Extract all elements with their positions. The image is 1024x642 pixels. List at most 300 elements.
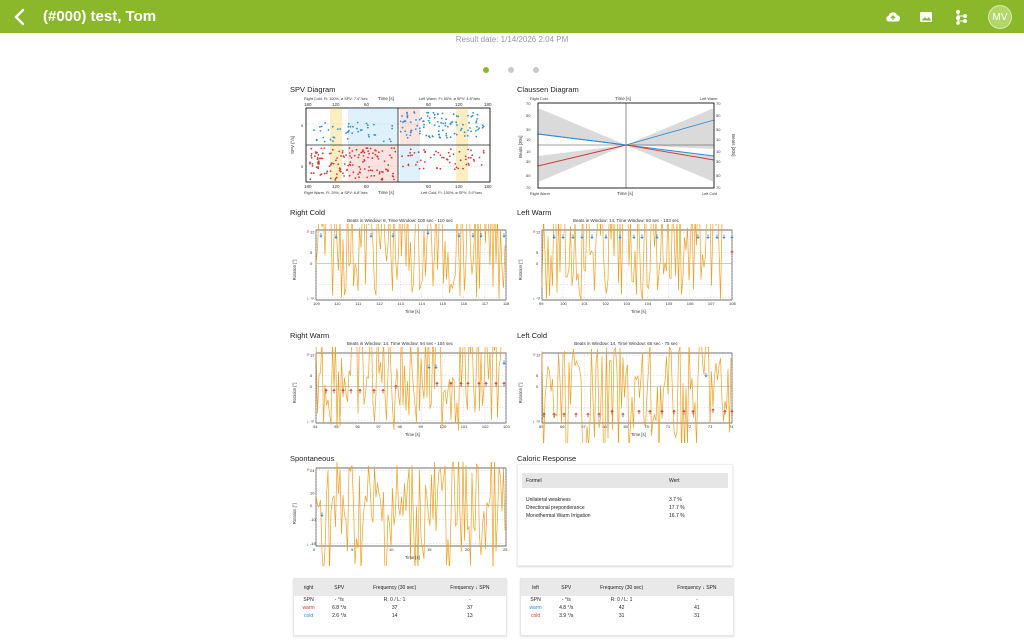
spv-bottom-left: Right Warm, Fi: 29%, ø SPV: 6.8°/sec <box>304 191 368 195</box>
spv-point <box>470 157 472 159</box>
spv-point <box>424 151 426 153</box>
spv-point <box>434 117 436 119</box>
spv-point <box>350 126 352 128</box>
x-tick-label: 107 <box>707 301 715 306</box>
claussen-ytick-4: 10 <box>526 137 531 142</box>
spv-tick-t2: 120 <box>332 102 340 107</box>
claussen-title: Claussen Diagram <box>517 85 579 94</box>
spv-point <box>372 170 374 172</box>
spv-point <box>453 153 455 155</box>
spv-point <box>459 151 461 153</box>
l-marker: L <box>307 297 309 301</box>
spv-point <box>467 115 469 117</box>
spv-point <box>367 147 369 149</box>
row-freq-spn: - <box>696 597 698 603</box>
spv-point <box>446 135 448 137</box>
spv-point <box>313 172 315 174</box>
spv-point <box>357 157 359 159</box>
spv-point <box>450 123 452 125</box>
left-warm-subtitle: Beats in Window: 14, Time Window: 93 sec - 103 sec <box>572 218 680 223</box>
spv-point <box>368 134 370 136</box>
claussen-right-warm: Right Warm <box>530 192 550 196</box>
spv-bottom-right: Left Cold, Fi: 100%, ø SPV: 3.9°/sec <box>421 191 483 195</box>
table-row <box>521 596 733 604</box>
spv-point <box>441 157 443 159</box>
x-axis-label: Time [s] <box>631 309 646 314</box>
spv-point <box>401 155 403 157</box>
x-tick-label: 74 <box>729 424 734 429</box>
row-freq-spn: 41 <box>694 605 700 611</box>
x-tick-label: 71 <box>665 424 671 429</box>
spv-point <box>456 124 458 126</box>
spv-point <box>344 163 346 165</box>
spv-point <box>340 155 342 157</box>
y-tick-label: 5 <box>536 249 539 255</box>
row-spv: 4.8 °/s <box>559 605 574 611</box>
x-tick-label: 100 <box>560 301 567 306</box>
spv-point <box>320 158 322 160</box>
page-dot-2[interactable] <box>508 67 514 73</box>
left-cold-title: Left Cold <box>517 331 548 340</box>
spv-point <box>447 126 449 128</box>
left-warm-chart <box>514 224 738 320</box>
spv-tick-t6: 180 <box>484 102 492 107</box>
spv-point <box>342 152 344 154</box>
spv-point <box>456 167 458 169</box>
spv-point <box>358 166 360 168</box>
spv-point <box>381 171 383 173</box>
spv-point <box>438 130 440 132</box>
spv-point <box>364 168 366 170</box>
spv-point <box>335 160 337 162</box>
spv-point <box>389 154 391 156</box>
y-tick-label: -9 <box>310 418 314 424</box>
spv-point <box>349 147 351 149</box>
spv-point <box>476 120 478 122</box>
spv-point <box>437 152 439 154</box>
spv-point <box>352 164 354 166</box>
row-label: cold <box>530 613 541 619</box>
claussen-ylabel-right: Beats [30s] <box>731 134 736 157</box>
spv-point <box>440 154 442 156</box>
spv-point <box>368 153 370 155</box>
x-tick-label: 102 <box>602 301 610 306</box>
claussen-rtick-4: 10 <box>716 137 721 142</box>
spv-point <box>384 160 386 162</box>
left-cold-subtitle: Beats in Window: 14, Time Window: 65 sec - 75 sec <box>574 341 678 346</box>
right-header-side: right <box>294 579 323 596</box>
caloric-response-card <box>517 464 733 566</box>
spv-point <box>464 131 466 133</box>
caloric-value: 16.7 % <box>669 513 685 519</box>
spv-point <box>348 123 350 125</box>
spv-point <box>326 172 328 174</box>
spv-point <box>322 153 324 155</box>
spv-point <box>363 155 365 157</box>
spv-point <box>390 141 392 143</box>
spv-point <box>432 135 434 137</box>
x-tick-label: 99 <box>539 301 544 306</box>
y-tick-label: 0 <box>310 261 313 267</box>
spv-point <box>357 122 359 124</box>
row-label: cold <box>303 613 314 619</box>
spv-point <box>454 163 456 165</box>
spv-point <box>355 177 357 179</box>
x-axis-label: Time [s] <box>631 432 646 437</box>
spv-point <box>336 177 338 179</box>
spv-point <box>312 163 314 165</box>
cloud-upload-icon[interactable] <box>884 8 902 26</box>
page-dot-3[interactable] <box>533 67 539 73</box>
spv-point <box>423 149 425 151</box>
spv-point <box>334 179 336 181</box>
spv-tick-t5: 120 <box>455 102 463 107</box>
x-tick-label: 99 <box>418 424 424 429</box>
spv-point <box>367 150 369 152</box>
spv-point <box>450 136 452 138</box>
spv-ylabel: SPV [°/s] <box>290 135 295 154</box>
spv-point <box>445 133 447 135</box>
spv-point <box>410 132 412 134</box>
spv-point <box>337 163 339 165</box>
spv-point <box>429 122 431 124</box>
spv-point <box>375 154 377 156</box>
spv-point <box>424 161 426 163</box>
spv-point <box>442 123 444 125</box>
y-tick-label: 12 <box>536 352 541 358</box>
spv-point <box>320 130 322 132</box>
y-tick-label: -9 <box>536 418 540 424</box>
spv-point <box>419 133 421 135</box>
spv-point <box>336 157 338 159</box>
spv-point <box>324 141 326 143</box>
spv-point <box>415 128 417 130</box>
spv-time-top: Time [s] <box>378 96 394 101</box>
caloric-row <box>522 496 728 504</box>
spv-point <box>400 131 402 133</box>
spv-point <box>309 178 311 180</box>
spv-point <box>442 113 444 115</box>
spv-tick-t4: 60 <box>426 102 432 107</box>
spv-point <box>411 154 413 156</box>
spv-point <box>310 155 312 157</box>
spv-point <box>367 157 369 159</box>
spv-point <box>351 150 353 152</box>
claussen-time-bottom: Time [s] <box>617 191 633 196</box>
spv-point <box>342 172 344 174</box>
spv-point <box>312 165 314 167</box>
page-indicator[interactable] <box>483 67 539 73</box>
spv-point <box>364 152 366 154</box>
spv-point <box>373 124 375 126</box>
right-header-spv: SPV <box>323 579 355 596</box>
spv-tick-b2: 120 <box>332 184 340 189</box>
left-header-spv: SPV <box>550 579 582 596</box>
spv-point <box>478 127 480 129</box>
left-cold-chart <box>514 347 738 443</box>
spv-point <box>348 130 350 132</box>
spv-point <box>467 149 469 151</box>
spv-point <box>310 148 312 150</box>
spv-point <box>322 137 324 139</box>
spv-point <box>360 168 362 170</box>
y-tick-label: 12 <box>536 229 541 235</box>
spv-point <box>475 122 477 124</box>
l-marker: L <box>533 297 535 301</box>
spv-point <box>356 128 358 130</box>
spv-point <box>351 157 353 159</box>
spv-point <box>343 175 345 177</box>
spv-point <box>347 138 349 140</box>
spv-point <box>324 122 326 124</box>
left-header-freq-spn: Frequency ↓ SPN <box>661 579 733 596</box>
spv-point <box>313 129 315 131</box>
spv-point <box>415 164 417 166</box>
claussen-left-cold: Left Cold <box>702 192 718 196</box>
spv-point <box>471 116 473 118</box>
spv-point <box>330 178 332 180</box>
spv-point <box>465 159 467 161</box>
r-marker: R <box>533 353 536 357</box>
x-tick-label: 106 <box>686 301 694 306</box>
spv-point <box>471 154 473 156</box>
spv-point <box>368 136 370 138</box>
y-axis-label: Rotation [°] <box>518 382 523 404</box>
spv-point <box>316 140 318 142</box>
x-tick-label: 104 <box>644 301 652 306</box>
spv-point <box>467 135 469 137</box>
table-row <box>521 612 733 620</box>
caloric-row <box>522 512 728 520</box>
spv-point <box>345 132 347 134</box>
spv-point <box>343 155 345 157</box>
spv-tick-t1: 180 <box>304 102 312 107</box>
spv-point <box>476 118 478 120</box>
spv-point <box>391 128 393 130</box>
spv-point <box>464 135 466 137</box>
spv-point <box>440 122 442 124</box>
spv-point <box>392 173 394 175</box>
claussen-ylabel-left: Beats [30s] <box>518 135 523 158</box>
left-header-side: left <box>521 579 550 596</box>
spv-point <box>352 126 354 128</box>
claussen-ytick-5: 10 <box>526 149 531 154</box>
x-tick-label: 65 <box>539 424 544 429</box>
image-icon[interactable] <box>917 8 935 26</box>
spv-point <box>450 148 452 150</box>
spv-point <box>430 157 432 159</box>
x-tick-label: 116 <box>460 301 468 306</box>
spv-point <box>441 118 443 120</box>
spv-point <box>309 162 311 164</box>
spv-point <box>427 115 429 117</box>
spv-point <box>429 117 431 119</box>
spv-point <box>378 151 380 153</box>
x-axis-label: Time [s] <box>405 432 420 437</box>
spv-point <box>419 130 421 132</box>
spv-point <box>460 159 462 161</box>
spv-point <box>330 139 332 141</box>
spv-point <box>332 126 334 128</box>
spv-point <box>317 158 319 160</box>
claussen-rtick-1: 70 <box>716 101 721 106</box>
right-warm-chart <box>288 347 512 443</box>
spv-point <box>389 138 391 140</box>
spv-point <box>350 161 352 163</box>
x-tick-label: 118 <box>503 301 510 306</box>
row-freq: 31 <box>618 613 625 619</box>
spv-point <box>366 123 368 125</box>
x-tick-label: 100 <box>439 424 447 429</box>
spv-point <box>428 120 430 122</box>
claussen-diagram <box>514 94 736 198</box>
spv-point <box>415 119 417 121</box>
caloric-value: 17.7 % <box>669 505 685 511</box>
spv-point <box>477 114 479 116</box>
y-tick-label: 5 <box>310 249 313 255</box>
spv-point <box>482 125 484 127</box>
row-spv: - °/s <box>561 597 571 603</box>
row-freq: 14 <box>391 613 398 619</box>
spv-point <box>367 127 369 129</box>
spv-point <box>339 128 341 130</box>
spv-point <box>373 175 375 177</box>
plot-frame <box>316 353 506 423</box>
avatar[interactable]: MV <box>988 5 1012 29</box>
x-tick-label: 110 <box>334 301 341 306</box>
spv-top-right: Left Warm, Fi: 80%, ø SPV: 4.8°/sec <box>419 97 481 101</box>
spv-point <box>479 157 481 159</box>
spv-point <box>449 162 451 164</box>
spv-point <box>311 153 313 155</box>
spv-point <box>410 121 412 123</box>
row-label: warm <box>529 605 542 611</box>
spv-point <box>470 150 472 152</box>
spv-point <box>468 157 470 159</box>
spv-point <box>354 155 356 157</box>
caloric-header-formel: Formel <box>522 473 665 488</box>
spv-point <box>455 121 457 123</box>
spv-point <box>353 171 355 173</box>
x-tick-label: 115 <box>439 301 447 306</box>
y-tick-label: -9 <box>310 295 314 301</box>
spv-point <box>332 149 334 151</box>
spv-point <box>379 173 381 175</box>
y-tick-label: 10 <box>310 490 315 496</box>
spv-point <box>435 151 437 153</box>
row-freq-spn: 13 <box>467 613 473 619</box>
table-row <box>294 604 506 612</box>
spv-point <box>370 169 372 171</box>
spv-point <box>406 113 408 115</box>
claussen-ytick-7: 50 <box>526 173 531 178</box>
claussen-ytick-6: 30 <box>526 159 531 164</box>
row-spv: - °/s <box>334 597 344 603</box>
back-arrow-icon[interactable] <box>10 7 30 27</box>
hierarchy-icon[interactable] <box>953 8 971 26</box>
y-tick-label: 12 <box>310 352 315 358</box>
spv-point <box>326 170 328 172</box>
spv-point <box>476 126 478 128</box>
spv-point <box>358 154 360 156</box>
page-dot-1[interactable] <box>483 67 489 73</box>
y-tick-label: -10 <box>310 516 316 522</box>
spv-point <box>378 158 380 160</box>
app-bar <box>0 0 1024 33</box>
claussen-ytick-1: 70 <box>526 101 531 106</box>
spv-point <box>372 152 374 154</box>
spv-point <box>366 177 368 179</box>
spv-point <box>423 120 425 122</box>
spv-point <box>311 157 313 159</box>
spv-point <box>319 126 321 128</box>
x-axis-label: Time [s] <box>405 555 420 560</box>
spv-point <box>417 161 419 163</box>
spv-point <box>367 124 369 126</box>
x-tick-label: 68 <box>602 424 607 429</box>
x-tick-label: 67 <box>581 424 586 429</box>
spv-point <box>409 155 411 157</box>
right-warm-title: Right Warm <box>290 331 330 340</box>
spv-point <box>473 159 475 161</box>
l-marker: L <box>307 543 309 547</box>
spv-point <box>314 155 316 157</box>
spv-point <box>420 160 422 162</box>
spv-point <box>362 161 364 163</box>
y-tick-label: 0 <box>310 502 313 508</box>
l-marker: L <box>307 420 309 424</box>
x-tick-label: 70 <box>644 424 650 429</box>
x-tick-label: 114 <box>418 301 425 306</box>
spv-point <box>465 156 467 158</box>
x-tick-label: 94 <box>313 424 318 429</box>
spv-point <box>373 134 375 136</box>
spv-point <box>332 140 334 142</box>
spv-point <box>439 137 441 139</box>
spv-tick-b3: 60 <box>364 184 370 189</box>
spv-point <box>400 121 402 123</box>
spv-point <box>443 157 445 159</box>
spv-tick-t3: 60 <box>364 102 370 107</box>
spv-point <box>338 151 340 153</box>
spv-point <box>448 152 450 154</box>
right-header-freq: Frequency (30 sec) <box>355 579 433 596</box>
spv-point <box>383 141 385 143</box>
claussen-rtick-5: 10 <box>716 149 721 154</box>
y-tick-label: 0 <box>310 384 313 390</box>
left-frequency-table <box>520 578 734 636</box>
spv-point <box>368 166 370 168</box>
x-tick-label: 5 <box>351 547 354 552</box>
spv-point <box>407 155 409 157</box>
spv-time-bottom: Time [s] <box>378 190 394 195</box>
spv-point <box>401 115 403 117</box>
x-tick-label: 111 <box>355 301 362 306</box>
row-label: warm <box>302 605 315 611</box>
spv-point <box>446 137 448 139</box>
y-axis-label: Rotation [°] <box>518 259 523 281</box>
spv-point <box>409 135 411 137</box>
spv-point <box>419 127 421 129</box>
x-tick-label: 117 <box>481 301 489 306</box>
spv-point <box>437 113 439 115</box>
row-spv: 2.6 °/s <box>332 613 347 619</box>
spv-point <box>336 173 338 175</box>
x-tick-label: 97 <box>376 424 381 429</box>
page-title: (#000) test, Tom <box>43 8 157 25</box>
spv-point <box>387 170 389 172</box>
caloric-header-wert: Wert <box>665 473 728 488</box>
